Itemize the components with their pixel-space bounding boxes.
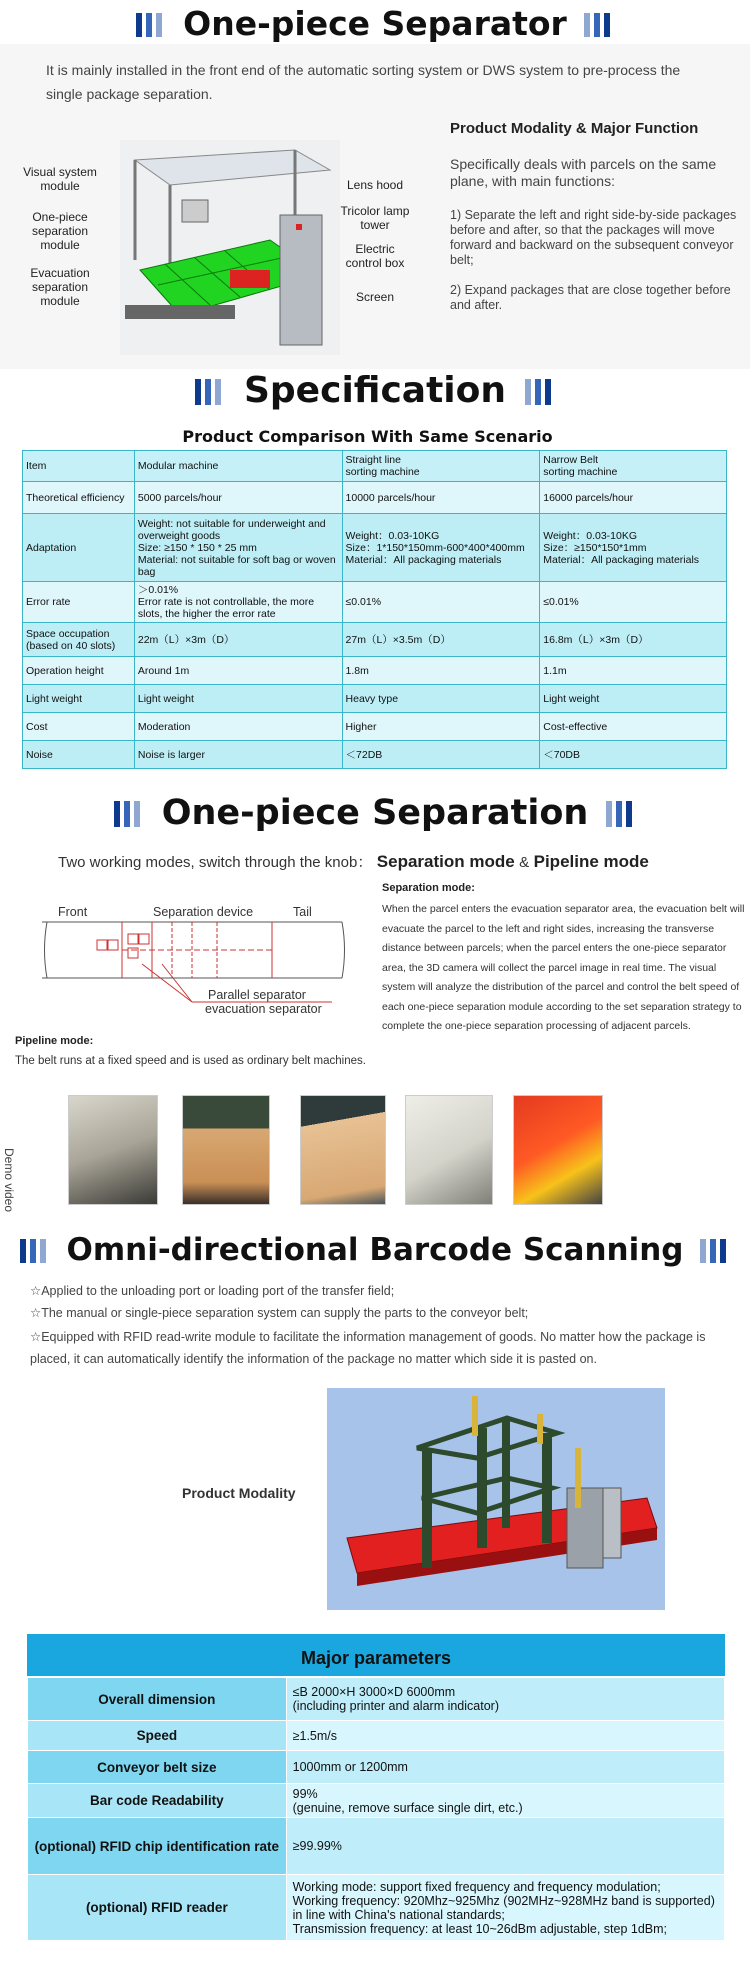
product-modality-label: Product Modality — [182, 1485, 296, 1501]
function-title: Product Modality & Major Function — [450, 120, 699, 137]
spec-row-label: Theoretical efficiency — [23, 482, 135, 514]
spec-cell: 10000 parcels/hour — [342, 482, 540, 514]
section-heading-specification — [0, 368, 750, 412]
param-value: ≥99.99% — [286, 1818, 724, 1875]
section-heading-barcode — [0, 1226, 750, 1270]
function-item-1: 1) Separate the left and right side-by-side packages before and after, so that the packages will move forward and backward on the subsequent conveyor belt; — [450, 208, 737, 267]
mode-amp: & — [519, 854, 530, 871]
heading-bars-right-icon — [525, 369, 555, 413]
spec-cell: 5000 parcels/hour — [134, 482, 342, 514]
heading-text: Specification — [243, 370, 507, 411]
spec-cell: 22m（L）×3m（D） — [134, 623, 342, 657]
param-key: Speed — [28, 1721, 287, 1751]
spec-cell: 27m（L）×3.5m（D） — [342, 623, 540, 657]
params-row — [28, 1751, 725, 1784]
heading-bars-left-icon — [20, 1228, 50, 1272]
separation-mode-title: Separation mode: — [382, 882, 475, 894]
spec-cell: Weight：0.03-10KG Size：1*150*150mm-600*400*400mm Material：All packaging materials — [342, 514, 540, 582]
spec-cell: Weight：0.03-10KG Size：≥150*150*1mm Material：All packaging materials — [540, 514, 727, 582]
spec-cell: Light weight — [134, 685, 342, 713]
label-lens-hood: Lens hood — [346, 178, 404, 192]
separation-mode-text: When the parcel enters the evacuation separator area, the evacuation belt will evacuate the parcel to the left and right sides, increasing the transverse distance between parcels; when the parcel enters the one-piece separator area, the 3D camera will collect the parcel image in real time. The visual system will analyze the distribution of the parcel and control the belt speed of each one-piece separation module according to the set separation strategy to complete the one-piece separation processing of adjacent parcels. — [382, 903, 745, 1032]
spec-cell: Cost-effective — [540, 713, 727, 741]
param-key: (optional) RFID reader — [28, 1875, 287, 1941]
demo-video-thumb-1[interactable] — [68, 1095, 158, 1205]
params-header: Major parameters — [27, 1634, 725, 1677]
heading-bars-right-icon — [606, 791, 636, 835]
spec-row-label: Noise — [23, 741, 135, 769]
label-screen: Screen — [355, 290, 395, 304]
diagram-label-tail: Tail — [293, 905, 312, 919]
params-table — [27, 1677, 725, 1941]
spec-cell: Higher — [342, 713, 540, 741]
spec-cell: Around 1m — [134, 657, 342, 685]
spec-cell: Modular machine — [134, 451, 342, 482]
spec-row-label: Error rate — [23, 582, 135, 623]
spec-row-label: Cost — [23, 713, 135, 741]
heading-bars-left-icon — [136, 2, 166, 46]
section1-intro: It is mainly installed in the front end of the automatic sorting system or DWS system to pre-process the single package separation. — [46, 62, 681, 102]
demo-video-thumb-4[interactable] — [405, 1095, 493, 1205]
spec-cell: Noise is larger — [134, 741, 342, 769]
heading-bars-right-icon — [700, 1228, 730, 1272]
pipeline-mode-text: The belt runs at a fixed speed and is used as ordinary belt machines. — [15, 1055, 366, 1067]
spec-cell: 16.8m（L）×3m（D） — [540, 623, 727, 657]
param-value: ≥1.5m/s — [286, 1721, 724, 1751]
spec-row-label: Item — [23, 451, 135, 482]
mode-pipeline: Pipeline mode — [533, 852, 649, 871]
demo-video-thumb-5[interactable] — [513, 1095, 603, 1205]
param-value: Working mode: support fixed frequency and frequency modulation; Working frequency: 920Mhz~925Mhz (902MHz~928MHz band is supported) in line with China's national standards; Transmission frequency: at least 10~26dBm adjustable, step 1dBm; — [286, 1875, 724, 1941]
spec-cell: ＞0.01% Error rate is not controllable, the more slots, the higher the error rate — [134, 582, 342, 623]
spec-table-row — [23, 741, 727, 769]
param-key: Conveyor belt size — [28, 1751, 287, 1784]
param-value: 1000mm or 1200mm — [286, 1751, 724, 1784]
params-row — [28, 1875, 725, 1941]
spec-table-row — [23, 451, 727, 482]
spec-row-label: Light weight — [23, 685, 135, 713]
spec-cell: 1.8m — [342, 657, 540, 685]
param-key: (optional) RFID chip identification rate — [28, 1818, 287, 1875]
separator-machine-illustration — [120, 140, 340, 355]
param-key: Overall dimension — [28, 1678, 287, 1721]
param-value: ≤B 2000×H 3000×D 6000mm (including printer and alarm indicator) — [286, 1678, 724, 1721]
spec-cell: Narrow Belt sorting machine — [540, 451, 727, 482]
spec-table-row — [23, 623, 727, 657]
spec-cell: Heavy type — [342, 685, 540, 713]
mode-separation: Separation mode — [376, 852, 515, 871]
param-key: Bar code Readability — [28, 1784, 287, 1818]
diagram-label-parallel: Parallel separator — [208, 988, 306, 1002]
heading-bars-right-icon — [584, 2, 614, 46]
heading-bars-left-icon — [114, 791, 144, 835]
spec-table-row — [23, 482, 727, 514]
section-heading-separator — [0, 0, 750, 44]
spec-table-row — [23, 685, 727, 713]
params-row — [28, 1721, 725, 1751]
label-evacuation-module: Evacuation separation module — [30, 266, 90, 308]
modes-prefix: Two working modes, switch through the knob： — [58, 854, 373, 871]
barcode-bullet-1: ☆Applied to the unloading port or loading port of the transfer field; — [30, 1284, 395, 1298]
spec-cell: ＜72DB — [342, 741, 540, 769]
spec-cell: Straight line sorting machine — [342, 451, 540, 482]
heading-text: Omni-directional Barcode Scanning — [66, 1231, 684, 1268]
spec-cell: Weight: not suitable for underweight and overweight goods Size: ≥150 * 150 * 25 mm Material: not suitable for soft bag or woven bag — [134, 514, 342, 582]
demo-video-thumb-2[interactable] — [182, 1095, 270, 1205]
spec-row-label: Space occupation (based on 40 slots) — [23, 623, 135, 657]
heading-text: One-piece Separator — [183, 3, 567, 43]
function-item-2: 2) Expand packages that are close together before and after. — [450, 283, 731, 312]
params-row — [28, 1784, 725, 1818]
demo-video-label: Demo video — [2, 1148, 16, 1213]
spec-comparison-table — [22, 450, 727, 769]
working-modes-line — [58, 851, 748, 872]
label-control-box: Electric control box — [345, 242, 405, 270]
spec-cell: 16000 parcels/hour — [540, 482, 727, 514]
spec-cell: ≤0.01% — [342, 582, 540, 623]
function-lead: Specifically deals with parcels on the same plane, with main functions: — [450, 156, 717, 189]
spec-cell: Light weight — [540, 685, 727, 713]
params-row — [28, 1678, 725, 1721]
spec-cell: Moderation — [134, 713, 342, 741]
spec-cell: 1.1m — [540, 657, 727, 685]
spec-table-row — [23, 657, 727, 685]
spec-row-label: Adaptation — [23, 514, 135, 582]
pipeline-mode-title: Pipeline mode: — [15, 1035, 94, 1047]
label-tricolor-lamp: Tricolor lamp tower — [340, 204, 410, 232]
barcode-bullet-2: ☆The manual or single-piece separation system can supply the parts to the conveyor belt; — [30, 1306, 529, 1320]
spec-table-row — [23, 514, 727, 582]
label-visual-system: Visual system module — [23, 165, 97, 193]
demo-video-thumb-3[interactable] — [300, 1095, 386, 1205]
section-heading-one-piece-separation — [0, 790, 750, 834]
spec-table-title: Product Comparison With Same Scenario — [182, 427, 553, 446]
scanner-3d-render — [327, 1388, 665, 1610]
diagram-label-front: Front — [58, 905, 88, 919]
barcode-bullet-3: ☆Equipped with RFID read-write module to facilitate the information management of goods. No matter how the package is placed, it can automatically identify the information of the package no matter which side it is pasted on. — [30, 1330, 706, 1366]
params-row — [28, 1818, 725, 1875]
spec-cell: ＜70DB — [540, 741, 727, 769]
param-value: 99% (genuine, remove surface single dirt, etc.) — [286, 1784, 724, 1818]
heading-bars-left-icon — [195, 369, 225, 413]
spec-table-row — [23, 713, 727, 741]
label-one-piece-module: One-piece separation module — [31, 210, 89, 252]
diagram-label-evacuation: evacuation separator — [205, 1002, 322, 1016]
heading-text: One-piece Separation — [161, 793, 589, 833]
spec-cell: ≤0.01% — [540, 582, 727, 623]
spec-row-label: Operation height — [23, 657, 135, 685]
spec-table-row — [23, 582, 727, 623]
diagram-label-device: Separation device — [153, 905, 254, 919]
